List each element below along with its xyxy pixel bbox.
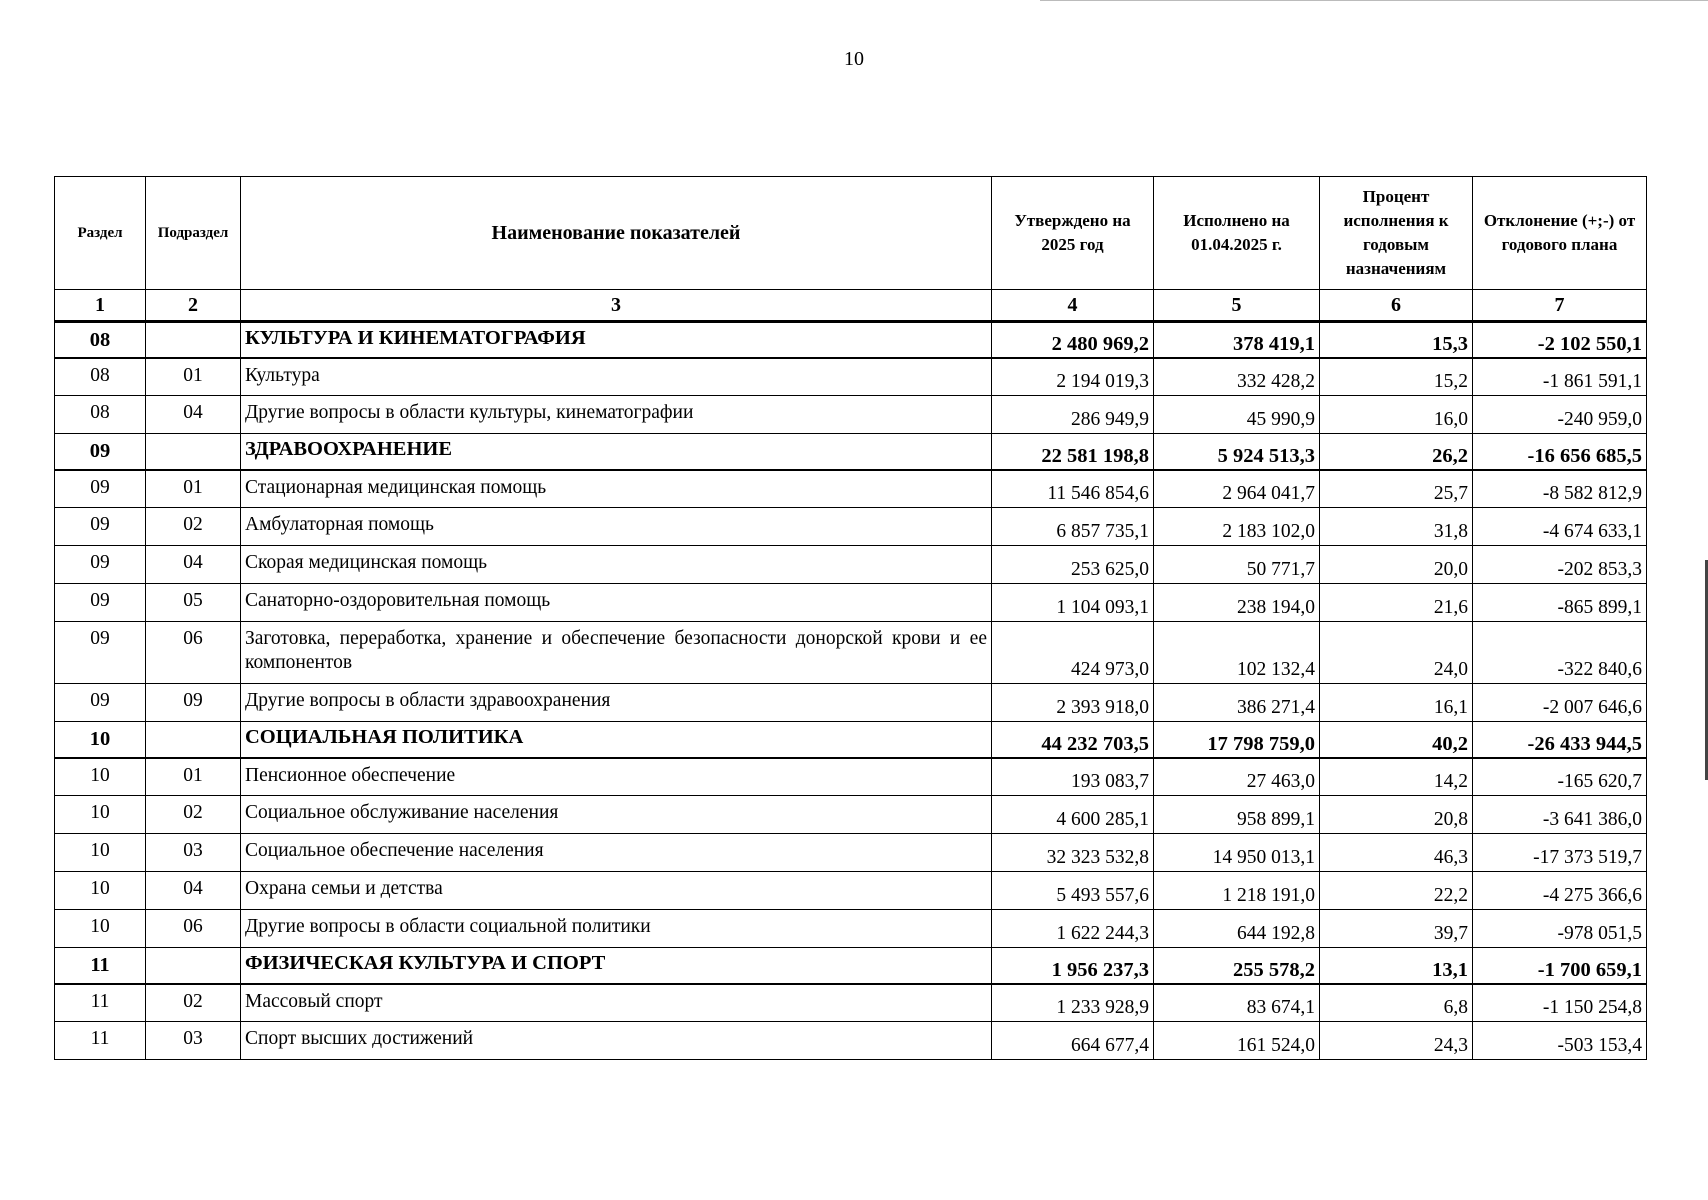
cell-executed: 1 218 191,0 xyxy=(1154,872,1320,910)
cell-percent: 24,3 xyxy=(1320,1022,1473,1060)
table-header-row xyxy=(55,177,1647,290)
cell-executed: 958 899,1 xyxy=(1154,796,1320,834)
cell-podrazdel xyxy=(146,322,241,358)
table-row xyxy=(55,508,1647,546)
cell-deviation: -202 853,3 xyxy=(1473,546,1647,584)
cell-percent: 46,3 xyxy=(1320,834,1473,872)
cell-razdel: 11 xyxy=(55,948,146,984)
cell-approved: 44 232 703,5 xyxy=(992,722,1154,758)
header-podrazdel: Подраздел xyxy=(146,177,241,290)
cell-podrazdel: 06 xyxy=(146,622,241,684)
cell-percent: 39,7 xyxy=(1320,910,1473,948)
cell-deviation: -2 007 646,6 xyxy=(1473,684,1647,722)
table-row xyxy=(55,684,1647,722)
cell-approved: 2 480 969,2 xyxy=(992,322,1154,358)
cell-executed: 50 771,7 xyxy=(1154,546,1320,584)
table-row xyxy=(55,584,1647,622)
cell-name: СОЦИАЛЬНАЯ ПОЛИТИКА xyxy=(241,722,992,758)
cell-name: Спорт высших достижений xyxy=(241,1022,992,1060)
cell-approved: 1 956 237,3 xyxy=(992,948,1154,984)
cell-razdel: 10 xyxy=(55,796,146,834)
cell-deviation: -240 959,0 xyxy=(1473,396,1647,434)
cell-deviation: -322 840,6 xyxy=(1473,622,1647,684)
cell-podrazdel: 06 xyxy=(146,910,241,948)
cell-podrazdel: 04 xyxy=(146,396,241,434)
section-row xyxy=(55,722,1647,758)
column-number: 4 xyxy=(992,290,1154,322)
cell-approved: 22 581 198,8 xyxy=(992,434,1154,470)
column-number-row xyxy=(55,290,1647,322)
cell-executed: 2 183 102,0 xyxy=(1154,508,1320,546)
cell-percent: 22,2 xyxy=(1320,872,1473,910)
cell-percent: 15,3 xyxy=(1320,322,1473,358)
cell-executed: 17 798 759,0 xyxy=(1154,722,1320,758)
section-row xyxy=(55,434,1647,470)
cell-percent: 40,2 xyxy=(1320,722,1473,758)
header-approved: Утверждено на 2025 год xyxy=(992,177,1154,290)
cell-executed: 644 192,8 xyxy=(1154,910,1320,948)
cell-percent: 26,2 xyxy=(1320,434,1473,470)
cell-deviation: -16 656 685,5 xyxy=(1473,434,1647,470)
section-row xyxy=(55,322,1647,358)
scan-artifact-line xyxy=(1040,0,1708,1)
cell-percent: 21,6 xyxy=(1320,584,1473,622)
cell-name: Социальное обслуживание населения xyxy=(241,796,992,834)
cell-razdel: 08 xyxy=(55,396,146,434)
cell-name: Пенсионное обеспечение xyxy=(241,758,992,796)
cell-podrazdel xyxy=(146,434,241,470)
cell-razdel: 10 xyxy=(55,758,146,796)
cell-name: КУЛЬТУРА И КИНЕМАТОГРАФИЯ xyxy=(241,322,992,358)
column-number: 2 xyxy=(146,290,241,322)
cell-podrazdel: 01 xyxy=(146,358,241,396)
table-row xyxy=(55,910,1647,948)
cell-approved: 1 622 244,3 xyxy=(992,910,1154,948)
table-row xyxy=(55,396,1647,434)
column-number: 6 xyxy=(1320,290,1473,322)
cell-approved: 6 857 735,1 xyxy=(992,508,1154,546)
column-number: 5 xyxy=(1154,290,1320,322)
cell-percent: 25,7 xyxy=(1320,470,1473,508)
cell-deviation: -1 150 254,8 xyxy=(1473,984,1647,1022)
cell-razdel: 11 xyxy=(55,1022,146,1060)
cell-deviation: -503 153,4 xyxy=(1473,1022,1647,1060)
cell-executed: 238 194,0 xyxy=(1154,584,1320,622)
cell-executed: 5 924 513,3 xyxy=(1154,434,1320,470)
cell-percent: 14,2 xyxy=(1320,758,1473,796)
cell-executed: 332 428,2 xyxy=(1154,358,1320,396)
cell-approved: 5 493 557,6 xyxy=(992,872,1154,910)
cell-podrazdel: 05 xyxy=(146,584,241,622)
cell-approved: 193 083,7 xyxy=(992,758,1154,796)
cell-approved: 1 233 928,9 xyxy=(992,984,1154,1022)
header-name: Наименование показателей xyxy=(241,177,992,290)
cell-deviation: -1 861 591,1 xyxy=(1473,358,1647,396)
cell-podrazdel: 04 xyxy=(146,546,241,584)
cell-podrazdel: 04 xyxy=(146,872,241,910)
cell-name: Скорая медицинская помощь xyxy=(241,546,992,584)
cell-approved: 1 104 093,1 xyxy=(992,584,1154,622)
cell-podrazdel: 03 xyxy=(146,1022,241,1060)
header-deviation: Отклонение (+;-) от годового плана xyxy=(1473,177,1647,290)
cell-percent: 15,2 xyxy=(1320,358,1473,396)
cell-razdel: 11 xyxy=(55,984,146,1022)
cell-percent: 16,0 xyxy=(1320,396,1473,434)
cell-approved: 2 194 019,3 xyxy=(992,358,1154,396)
section-row xyxy=(55,948,1647,984)
cell-razdel: 09 xyxy=(55,622,146,684)
cell-razdel: 09 xyxy=(55,584,146,622)
cell-podrazdel: 02 xyxy=(146,984,241,1022)
cell-deviation: -865 899,1 xyxy=(1473,584,1647,622)
cell-approved: 4 600 285,1 xyxy=(992,796,1154,834)
cell-name: Другие вопросы в области культуры, кинематографии xyxy=(241,396,992,434)
cell-name: Стационарная медицинская помощь xyxy=(241,470,992,508)
cell-razdel: 10 xyxy=(55,834,146,872)
cell-deviation: -3 641 386,0 xyxy=(1473,796,1647,834)
cell-razdel: 08 xyxy=(55,322,146,358)
cell-name: Культура xyxy=(241,358,992,396)
cell-percent: 31,8 xyxy=(1320,508,1473,546)
cell-name: Амбулаторная помощь xyxy=(241,508,992,546)
cell-podrazdel: 03 xyxy=(146,834,241,872)
cell-podrazdel: 02 xyxy=(146,508,241,546)
header-executed: Исполнено на 01.04.2025 г. xyxy=(1154,177,1320,290)
cell-executed: 27 463,0 xyxy=(1154,758,1320,796)
table-row xyxy=(55,834,1647,872)
cell-razdel: 09 xyxy=(55,508,146,546)
cell-deviation: -165 620,7 xyxy=(1473,758,1647,796)
cell-deviation: -26 433 944,5 xyxy=(1473,722,1647,758)
cell-deviation: -17 373 519,7 xyxy=(1473,834,1647,872)
cell-razdel: 09 xyxy=(55,684,146,722)
cell-razdel: 10 xyxy=(55,872,146,910)
cell-executed: 386 271,4 xyxy=(1154,684,1320,722)
cell-name: Санаторно-оздоровительная помощь xyxy=(241,584,992,622)
cell-approved: 286 949,9 xyxy=(992,396,1154,434)
cell-executed: 102 132,4 xyxy=(1154,622,1320,684)
cell-deviation: -2 102 550,1 xyxy=(1473,322,1647,358)
column-number: 3 xyxy=(241,290,992,322)
table-row xyxy=(55,1022,1647,1060)
cell-executed: 83 674,1 xyxy=(1154,984,1320,1022)
table-row xyxy=(55,796,1647,834)
cell-razdel: 10 xyxy=(55,722,146,758)
cell-percent: 6,8 xyxy=(1320,984,1473,1022)
cell-deviation: -978 051,5 xyxy=(1473,910,1647,948)
cell-name: Охрана семьи и детства xyxy=(241,872,992,910)
cell-approved: 424 973,0 xyxy=(992,622,1154,684)
cell-deviation: -4 674 633,1 xyxy=(1473,508,1647,546)
cell-approved: 664 677,4 xyxy=(992,1022,1154,1060)
table-row xyxy=(55,872,1647,910)
cell-approved: 11 546 854,6 xyxy=(992,470,1154,508)
cell-name: ФИЗИЧЕСКАЯ КУЛЬТУРА И СПОРТ xyxy=(241,948,992,984)
cell-razdel: 09 xyxy=(55,546,146,584)
page-number: 10 xyxy=(844,48,864,70)
cell-razdel: 09 xyxy=(55,434,146,470)
table-row xyxy=(55,984,1647,1022)
cell-percent: 13,1 xyxy=(1320,948,1473,984)
cell-podrazdel: 09 xyxy=(146,684,241,722)
cell-approved: 32 323 532,8 xyxy=(992,834,1154,872)
table-row xyxy=(55,546,1647,584)
cell-name: Массовый спорт xyxy=(241,984,992,1022)
table-row xyxy=(55,758,1647,796)
cell-percent: 20,0 xyxy=(1320,546,1473,584)
cell-approved: 253 625,0 xyxy=(992,546,1154,584)
column-number: 7 xyxy=(1473,290,1647,322)
cell-executed: 2 964 041,7 xyxy=(1154,470,1320,508)
header-percent: Процент исполнения к годовым назначениям xyxy=(1320,177,1473,290)
table-body xyxy=(55,322,1647,1060)
cell-executed: 161 524,0 xyxy=(1154,1022,1320,1060)
table-row xyxy=(55,358,1647,396)
cell-name: Другие вопросы в области социальной политики xyxy=(241,910,992,948)
cell-name: ЗДРАВООХРАНЕНИЕ xyxy=(241,434,992,470)
cell-deviation: -4 275 366,6 xyxy=(1473,872,1647,910)
cell-deviation: -8 582 812,9 xyxy=(1473,470,1647,508)
column-number: 1 xyxy=(55,290,146,322)
cell-name: Заготовка, переработка, хранение и обеспечение безопасности донорской крови и ее компонентов xyxy=(241,622,992,684)
cell-deviation: -1 700 659,1 xyxy=(1473,948,1647,984)
table-row xyxy=(55,470,1647,508)
cell-podrazdel: 01 xyxy=(146,758,241,796)
cell-name: Социальное обеспечение населения xyxy=(241,834,992,872)
budget-execution-table xyxy=(54,176,1647,1060)
header-razdel: Раздел xyxy=(55,177,146,290)
cell-percent: 16,1 xyxy=(1320,684,1473,722)
cell-podrazdel xyxy=(146,948,241,984)
cell-executed: 45 990,9 xyxy=(1154,396,1320,434)
cell-razdel: 08 xyxy=(55,358,146,396)
cell-percent: 24,0 xyxy=(1320,622,1473,684)
cell-podrazdel xyxy=(146,722,241,758)
cell-percent: 20,8 xyxy=(1320,796,1473,834)
cell-podrazdel: 02 xyxy=(146,796,241,834)
cell-executed: 255 578,2 xyxy=(1154,948,1320,984)
cell-name: Другие вопросы в области здравоохранения xyxy=(241,684,992,722)
cell-executed: 14 950 013,1 xyxy=(1154,834,1320,872)
cell-podrazdel: 01 xyxy=(146,470,241,508)
cell-approved: 2 393 918,0 xyxy=(992,684,1154,722)
cell-razdel: 10 xyxy=(55,910,146,948)
cell-razdel: 09 xyxy=(55,470,146,508)
cell-executed: 378 419,1 xyxy=(1154,322,1320,358)
table-row xyxy=(55,622,1647,684)
